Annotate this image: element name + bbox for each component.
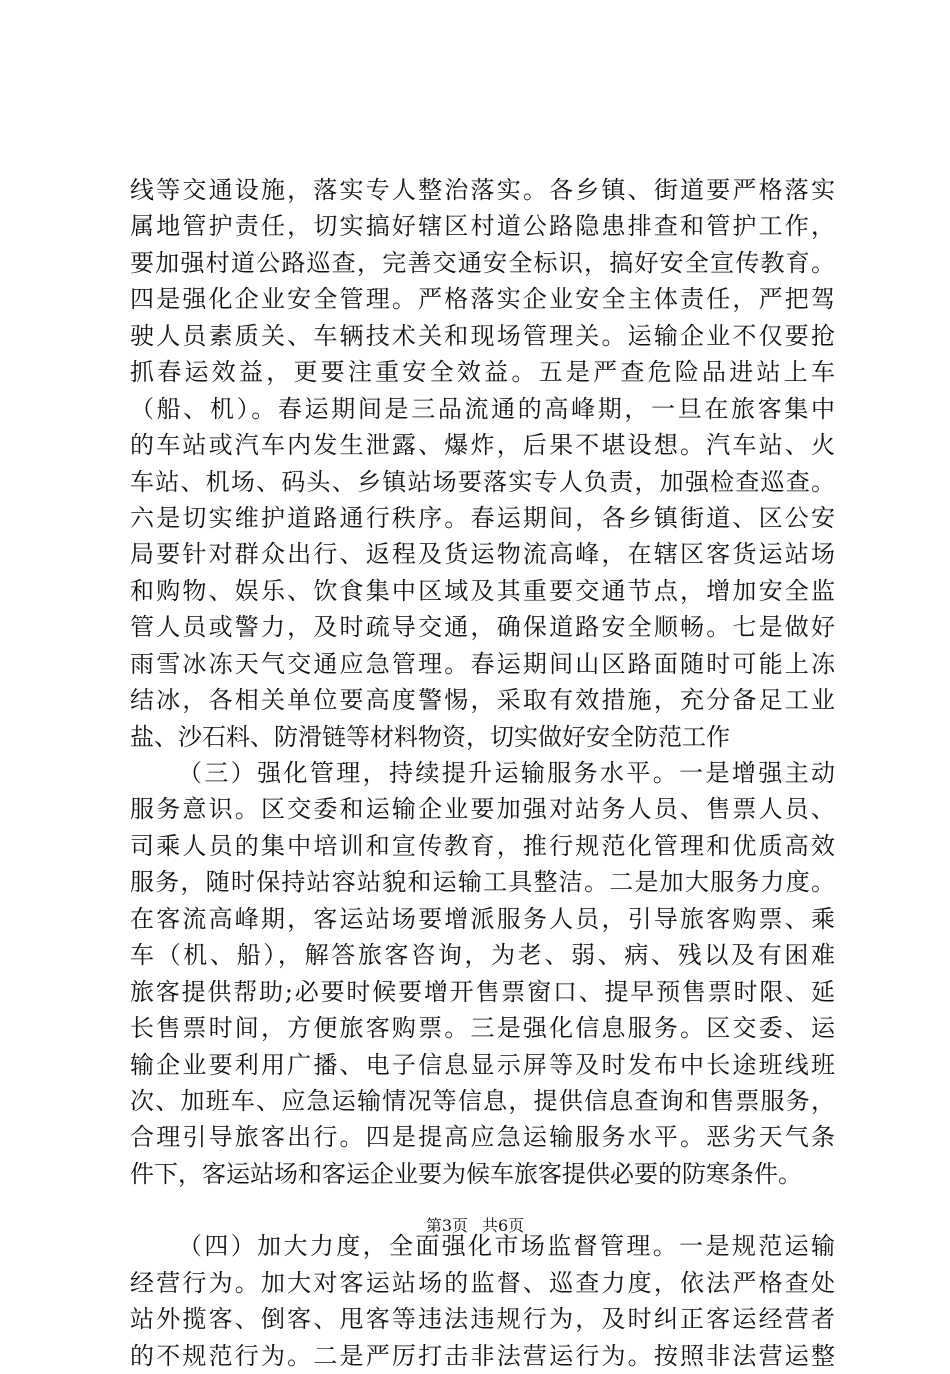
- text-line: 结冰，各相关单位要高度警惕，采取有效措施，充分备足工业: [130, 686, 835, 715]
- text-line: （四）加大力度，全面强化市场监督管理。一是规范运输: [178, 1232, 835, 1261]
- text-line: 服务，随时保持站容站貌和运输工具整洁。二是加大服务力度。: [130, 868, 835, 897]
- text-line: 雨雪冰冻天气交通应急管理。春运期间山区路面随时可能上冻: [130, 649, 835, 678]
- text-line: 线等交通设施，落实专人整治落实。各乡镇、街道要严格落实: [130, 176, 835, 204]
- page-total: 共6页: [482, 1216, 525, 1235]
- text-line: （船、机）。春运期间是三品流通的高峰期，一旦在旅客集中: [130, 394, 835, 423]
- text-line: 次、加班车、应急运输情况等信息，提供信息查询和售票服务，: [130, 1086, 835, 1115]
- page-number: 第3页: [425, 1216, 468, 1235]
- text-line: 六是切实维护道路通行秩序。春运期间，各乡镇街道、区公安: [130, 503, 835, 532]
- text-line: 驶人员素质关、车辆技术关和现场管理关。运输企业不仅要抢: [130, 321, 835, 350]
- text-line: 和购物、娱乐、饮食集中区域及其重要交通节点，增加安全监: [130, 576, 835, 605]
- text-line: 司乘人员的集中培训和宣传教育，推行规范化管理和优质高效: [130, 831, 835, 860]
- text-line: 四是强化企业安全管理。严格落实企业安全主体责任，严把驾: [130, 285, 835, 314]
- text-line: 车（机、船），解答旅客咨询，为老、弱、病、残以及有困难: [130, 941, 835, 970]
- text-line: 的不规范行为。二是严厉打击非法营运行为。按照非法营运整: [130, 1341, 835, 1370]
- text-line: 属地管护责任，切实搞好辖区村道公路隐患排查和管护工作，: [130, 212, 835, 241]
- text-line: 在客流高峰期，客运站场要增派服务人员，引导旅客购票、乘: [130, 904, 835, 933]
- text-line: 服务意识。区交委和运输企业要加强对站务人员、售票人员、: [130, 795, 835, 824]
- text-line: 管人员或警力，及时疏导交通，确保道路安全顺畅。七是做好: [130, 613, 835, 642]
- text-line: 车站、机场、码头、乡镇站场要落实专人负责，加强检查巡查。: [130, 467, 835, 496]
- text-line: 经营行为。加大对客运站场的监督、巡查力度，依法严格查处: [130, 1268, 835, 1297]
- page-footer: [0, 1215, 950, 1237]
- text-line: 输企业要利用广播、电子信息显示屏等及时发布中长途班线班: [130, 1050, 835, 1079]
- paragraph-3: [130, 1228, 835, 1374]
- paragraph-2: [130, 755, 835, 1192]
- text-line: 盐、沙石料、防滑链等材料物资，切实做好安全防范工作: [130, 722, 730, 751]
- text-line: （三）强化管理，持续提升运输服务水平。一是增强主动: [178, 759, 835, 787]
- text-line: 旅客提供帮助;必要时候要增开售票窗口、提早预售票时限、延: [130, 977, 835, 1006]
- text-line: 抓春运效益，更要注重安全效益。五是严查危险品进站上车: [130, 358, 835, 387]
- document-body: [130, 172, 835, 1374]
- text-line: 的车站或汽车内发生泄露、爆炸，后果不堪设想。汽车站、火: [130, 431, 835, 460]
- text-line: 长售票时间，方便旅客购票。三是强化信息服务。区交委、运: [130, 1014, 835, 1043]
- text-line: 要加强村道公路巡查，完善交通安全标识，搞好安全宣传教育。: [130, 248, 835, 277]
- text-line: 局要针对群众出行、返程及货运物流高峰，在辖区客货运站场: [130, 540, 835, 569]
- text-line: 件下，客运站场和客运企业要为候车旅客提供必要的防寒条件。: [130, 1159, 802, 1188]
- text-line: 合理引导旅客出行。四是提高应急运输服务水平。恶劣天气条: [130, 1123, 835, 1152]
- text-line: 站外揽客、倒客、甩客等违法违规行为，及时纠正客运经营者: [130, 1305, 835, 1334]
- paragraph-1: [130, 172, 835, 755]
